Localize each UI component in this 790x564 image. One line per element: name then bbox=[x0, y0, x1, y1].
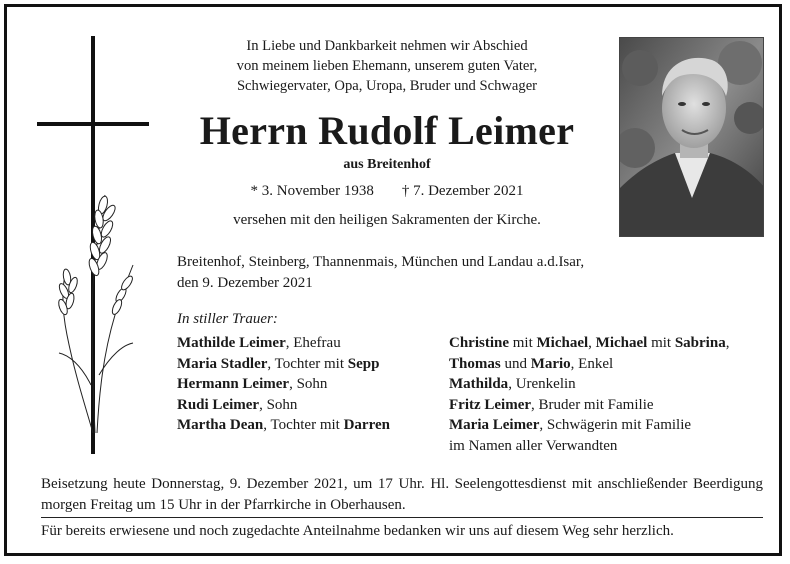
mourner-name: Sabrina bbox=[674, 335, 726, 351]
mourner-partner: Sepp bbox=[347, 355, 380, 372]
intro-line: In Liebe und Dankbarkeit nehmen wir Abschied bbox=[246, 38, 528, 54]
mourner-relation: , Sohn bbox=[259, 396, 298, 413]
mourner-name: Michael bbox=[536, 335, 589, 351]
mourners-right-column bbox=[449, 333, 779, 456]
wheat-ear-icon bbox=[55, 185, 135, 435]
intro-line: von meinem lieben Ehemann, unserem guten Vater, bbox=[236, 58, 538, 74]
place-date-block bbox=[177, 252, 737, 294]
portrait-image bbox=[620, 38, 764, 237]
mourner-relation: , Ehefrau bbox=[285, 335, 341, 351]
mourner-name: Mathilda bbox=[449, 376, 509, 392]
mourner-entry: im Namen aller Verwandten bbox=[449, 437, 618, 454]
birth-date: * 3. November 1938 bbox=[250, 183, 374, 199]
mourner-entry bbox=[177, 395, 442, 416]
mourner-entry: Maria Leimer, Schwägerin mit Familie bbox=[449, 417, 692, 433]
mourner-entry: Thomas und Mario, Enkel bbox=[449, 355, 614, 372]
mourner-relation: , Tochter mit bbox=[267, 355, 348, 372]
origin-place: aus Breitenhof bbox=[343, 157, 431, 172]
thanks-text: Für bereits erwiesene und noch zugedachte Anteilnahme bedanken wir uns auf diesem Weg sehr herzlich. bbox=[41, 523, 674, 539]
divider bbox=[41, 517, 763, 518]
grief-label: In stiller Trauer: bbox=[177, 311, 278, 327]
mourners-left-column bbox=[177, 333, 442, 436]
mourner-entry: Mathilda, Urenkelin bbox=[449, 376, 576, 392]
mourner-name: Rudi Leimer bbox=[177, 396, 260, 413]
mourner-name: Maria Stadler bbox=[177, 355, 268, 372]
mourner-name: Thomas bbox=[449, 355, 501, 372]
mourner-relation: , Sohn bbox=[289, 376, 328, 392]
places-line: Breitenhof, Steinberg, Thannenmais, München und Landau a.d.Isar, bbox=[177, 254, 585, 270]
mourner-relation: , Tochter mit bbox=[263, 417, 344, 433]
mourner-name: Mathilde Leimer bbox=[177, 335, 286, 351]
mourner-entry: Fritz Leimer, Bruder mit Familie bbox=[449, 396, 654, 413]
mourner-name: Fritz Leimer bbox=[449, 396, 532, 413]
mourner-partner: Darren bbox=[343, 417, 390, 433]
mourner-entry bbox=[177, 374, 442, 395]
mourner-name: Maria Leimer bbox=[449, 417, 540, 433]
mourner-entry bbox=[177, 333, 442, 354]
death-date: † 7. Dezember 2021 bbox=[401, 183, 524, 199]
mourner-name: Hermann Leimer bbox=[177, 376, 290, 392]
burial-info: Beisetzung heute Donnerstag, 9. Dezember 2021, um 17 Uhr. Hl. Seelengottesdienst mit anschließender Beerdigung morgen Freitag um 15 Uhr in der Pfarrkirche in Oberhausen. bbox=[41, 476, 763, 513]
mourner-name: Martha Dean bbox=[177, 417, 264, 433]
mourner-entry bbox=[177, 354, 442, 375]
intro-text bbox=[177, 36, 597, 96]
mourner-name: Michael bbox=[595, 335, 648, 351]
mourner-entry: Christine mit Michael, Michael mit Sabrina, bbox=[449, 335, 730, 351]
date-line: den 9. Dezember 2021 bbox=[177, 275, 313, 291]
cross-horizontal-beam bbox=[37, 122, 149, 126]
sacrament-line: versehen mit den heiligen Sakramenten der Kirche. bbox=[233, 212, 541, 228]
intro-line: Schwiegervater, Opa, Uropa, Bruder und Schwager bbox=[236, 78, 538, 94]
mourner-entry bbox=[177, 415, 442, 436]
life-dates bbox=[177, 181, 597, 201]
deceased-name: Herrn Rudolf Leimer bbox=[199, 108, 575, 153]
portrait-photo bbox=[619, 37, 764, 237]
obituary-notice bbox=[4, 4, 782, 556]
mourner-name: Mario bbox=[530, 355, 571, 372]
mourner-name: Christine bbox=[449, 335, 509, 351]
